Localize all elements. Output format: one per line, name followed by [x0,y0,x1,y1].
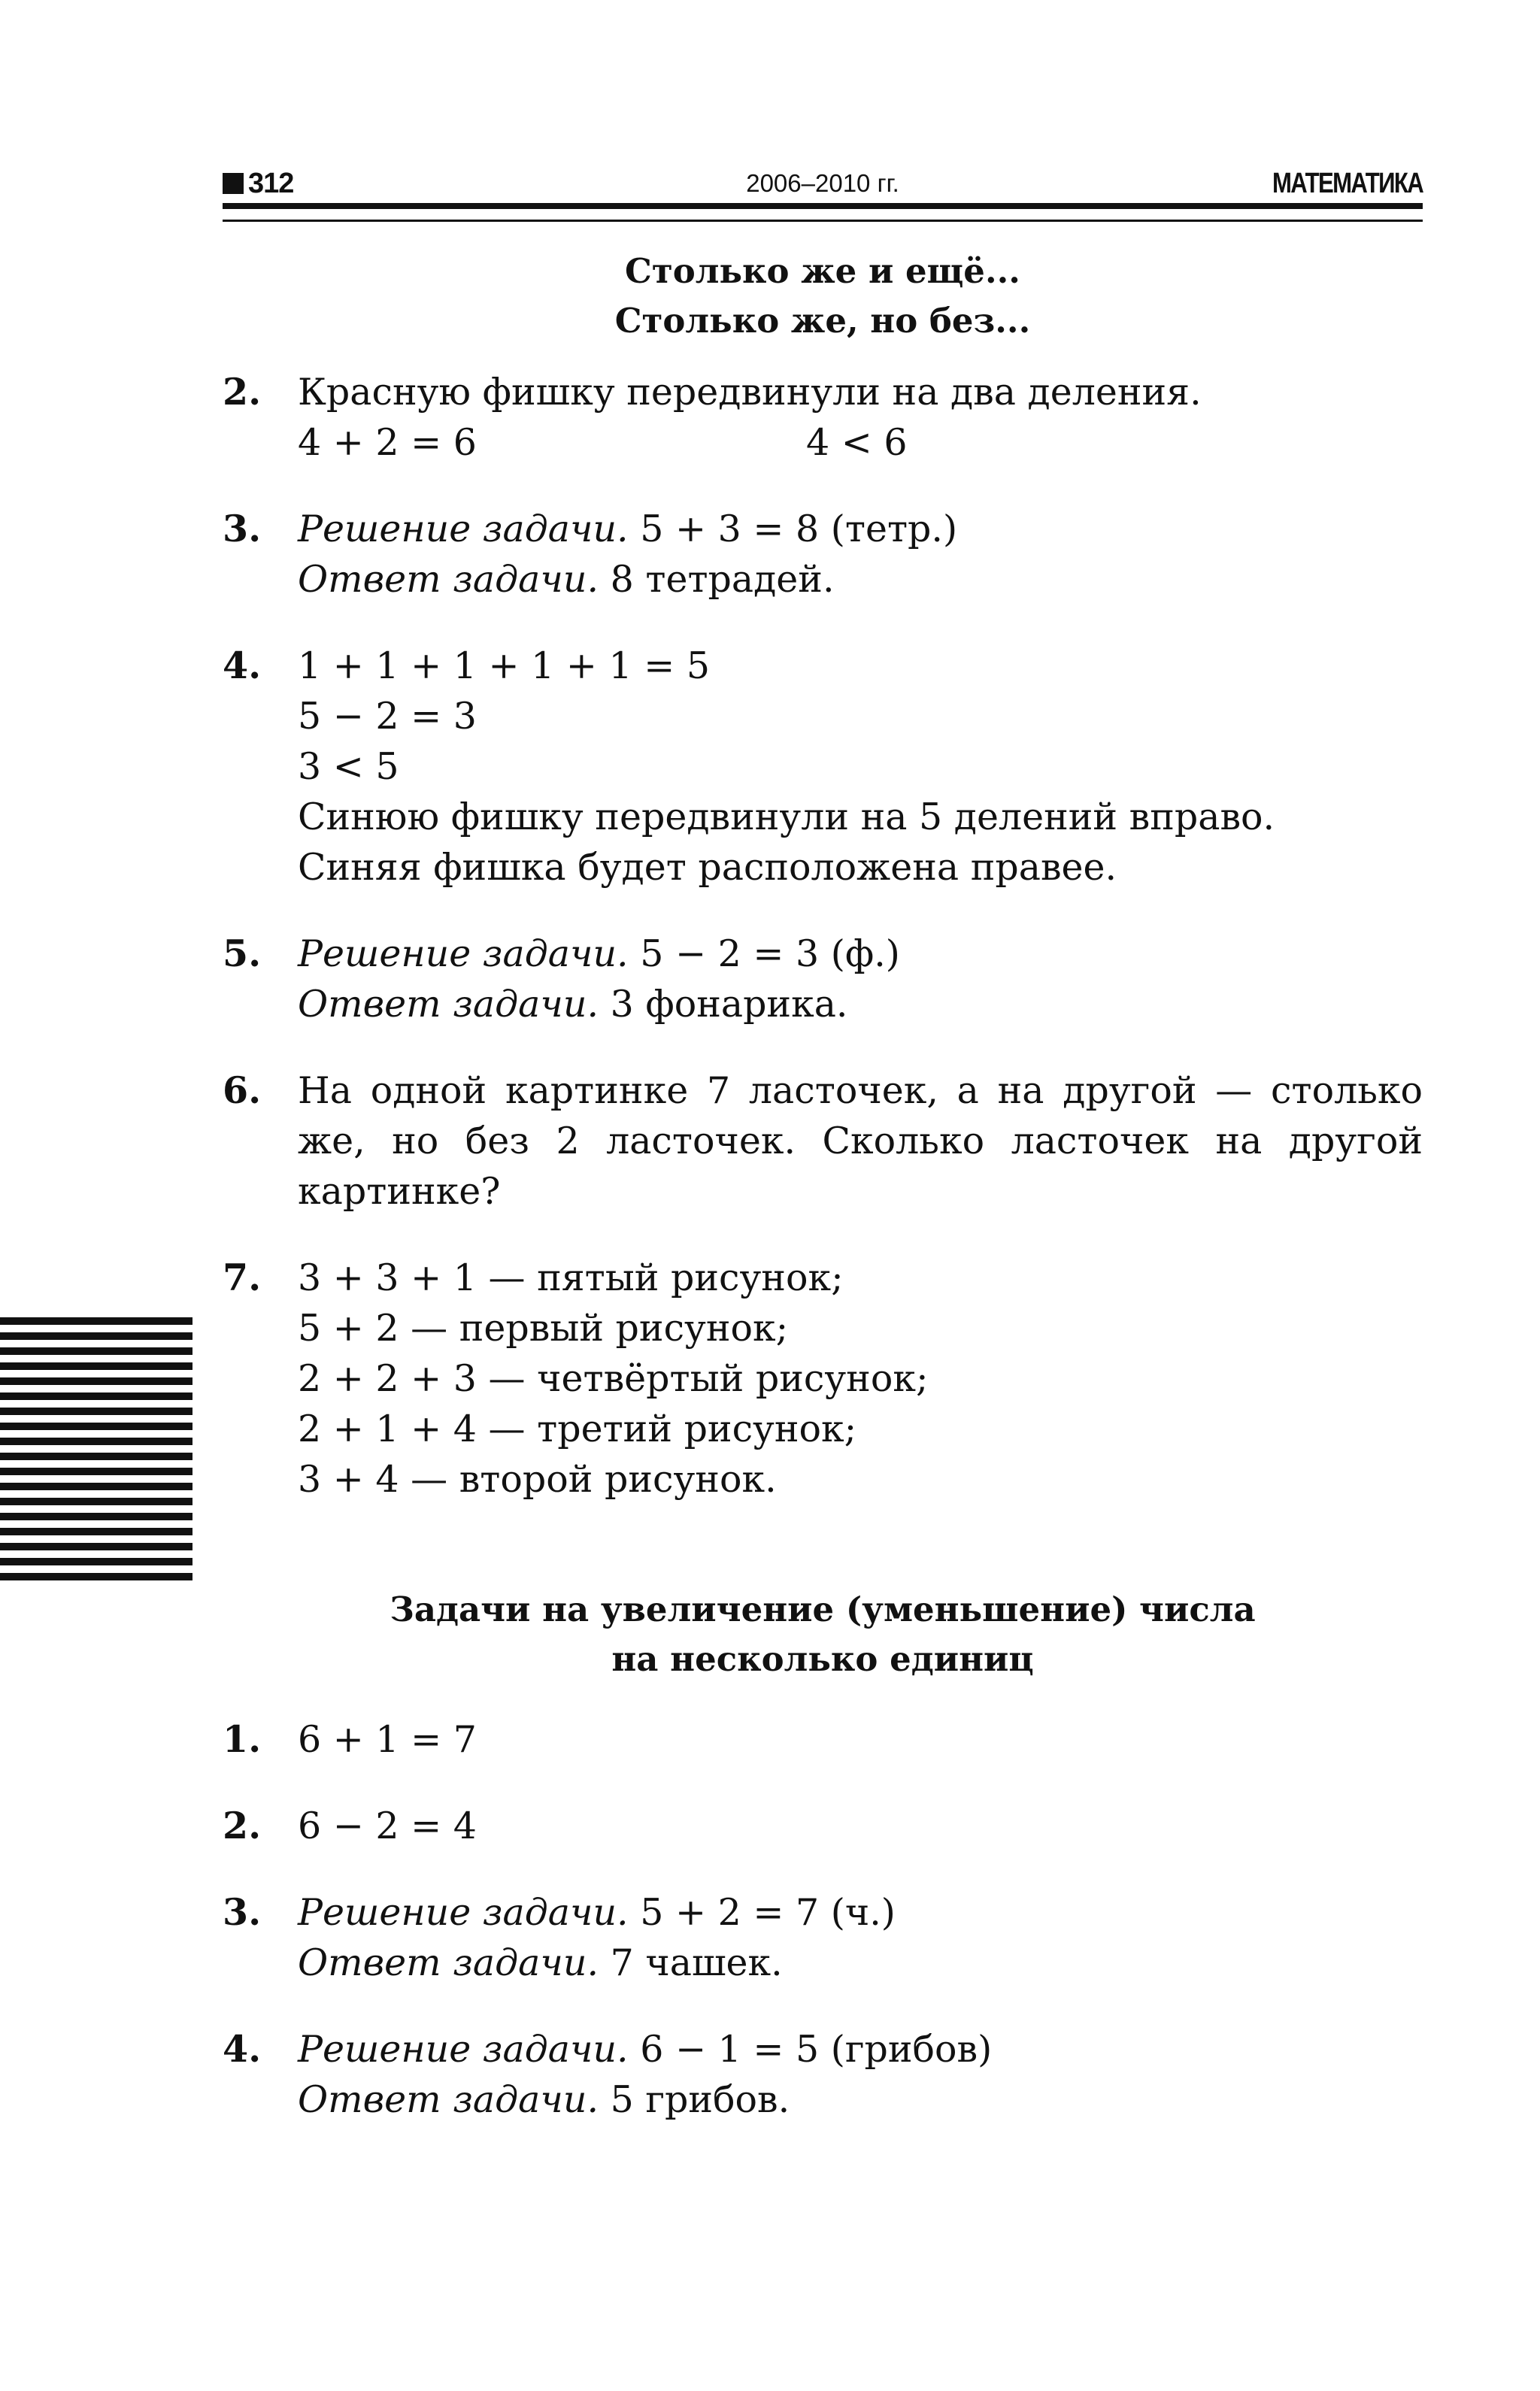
s1-item-6 [223,1065,1423,1217]
s1-item-2-eq1: 4 + 2 = 6 [298,421,477,464]
s1-item-7-line-1: 3 + 3 + 1 — пятый рисунок; [298,1256,844,1299]
section-1-title-line-2: Столько же, но без... [614,301,1031,341]
s1-item-5-number: 5. [223,932,262,975]
section-2 [223,1585,1423,2161]
answer-text: 8 тетрадей. [599,558,835,601]
answer-text: 3 фонарика. [599,983,848,1026]
solution-text: 5 + 2 = 7 (ч.) [628,1891,896,1934]
s2-item-2-text: 6 − 2 = 4 [298,1805,477,1847]
s2-item-2-number: 2. [223,1804,262,1847]
s2-item-3-solution [298,1887,1423,1938]
solution-text: 6 − 1 = 5 (грибов) [628,2028,993,2071]
s1-item-2 [223,367,1423,468]
s1-item-4-line-1: 1 + 1 + 1 + 1 + 1 = 5 [298,644,711,687]
s1-item-4-line-4: Синюю фишку передвинули на 5 делений вправо. [298,795,1275,838]
section-1 [223,247,1423,1541]
s1-item-4 [223,641,1423,892]
s2-item-4-number: 4. [223,2027,262,2071]
s2-item-3-number: 3. [223,1890,262,1934]
page-number-text: 312 [248,168,294,199]
s1-item-2-equations [298,417,1423,468]
s1-item-2-number: 2. [223,370,262,414]
s2-item-1-number: 1. [223,1717,262,1761]
s1-item-5-answer [298,979,1423,1029]
s1-item-7-line-5: 3 + 4 — второй рисунок. [298,1458,777,1501]
s1-item-3-answer [298,554,1423,605]
s2-item-4-solution [298,2024,1423,2074]
s1-item-7 [223,1253,1423,1505]
section-2-title-line-2: на несколько единиц [611,1639,1034,1679]
header-rule-thick [223,203,1423,209]
s2-item-3-answer [298,1938,1423,1988]
answer-label: Ответ задачи. [298,983,599,1026]
s1-item-4-line-5: Синяя фишка будет расположена правее. [298,846,1117,889]
solution-text: 5 − 2 = 3 (ф.) [628,932,900,975]
answer-label: Ответ задачи. [298,2078,599,2121]
section-2-title [223,1585,1423,1684]
s1-item-4-line-2: 5 − 2 = 3 [298,695,477,738]
solution-label: Решение задачи. [298,508,629,550]
answer-text: 7 чашек. [599,1941,783,1984]
s1-item-5-solution [298,929,1423,979]
s1-item-4-number: 4. [223,644,262,687]
s2-item-4 [223,2024,1423,2125]
header-years: 2006–2010 гг. [746,169,899,197]
solution-label: Решение задачи. [298,1891,629,1934]
s1-item-7-line-3: 2 + 2 + 3 — четвёртый рисунок; [298,1357,929,1400]
s1-item-6-number: 6. [223,1068,262,1112]
s1-item-7-number: 7. [223,1256,262,1299]
section-1-title [223,247,1423,346]
s1-item-2-text: Красную фишку передвинули на два деления. [298,371,1202,414]
header-rule-thin [223,220,1423,222]
s1-item-3-solution [298,504,1423,554]
margin-thumb-index-stripes [0,1317,192,1580]
section-2-title-line-1: Задачи на увеличение (уменьшение) числа [390,1589,1256,1629]
answer-label: Ответ задачи. [298,1941,599,1984]
solution-label: Решение задачи. [298,2028,629,2071]
s1-item-3-number: 3. [223,507,262,550]
answer-label: Ответ задачи. [298,558,599,601]
s2-item-2 [223,1801,1423,1851]
s1-item-7-line-2: 5 + 2 — первый рисунок; [298,1307,789,1350]
section-1-title-line-1: Столько же и ещё... [625,251,1020,291]
s2-item-1 [223,1714,1423,1765]
s2-item-3 [223,1887,1423,1988]
page-header [223,167,1423,203]
s1-item-5 [223,929,1423,1029]
s1-item-4-line-3: 3 < 5 [298,745,399,788]
s2-item-4-answer [298,2074,1423,2125]
s1-item-3 [223,504,1423,605]
solution-label: Решение задачи. [298,932,629,975]
solution-text: 5 + 3 = 8 (тетр.) [628,508,958,550]
s1-item-2-eq2: 4 < 6 [806,421,908,464]
s1-item-6-text: На одной картинке 7 ласточек, а на другой — столько же, но без 2 ласточек. Сколько ласточек на другой картинке? [298,1069,1423,1213]
s1-item-7-line-4: 2 + 1 + 4 — третий рисунок; [298,1408,857,1450]
s2-item-1-text: 6 + 1 = 7 [298,1718,477,1761]
header-subject: МАТЕМАТИКА [1272,168,1423,199]
answer-text: 5 грибов. [599,2078,790,2121]
